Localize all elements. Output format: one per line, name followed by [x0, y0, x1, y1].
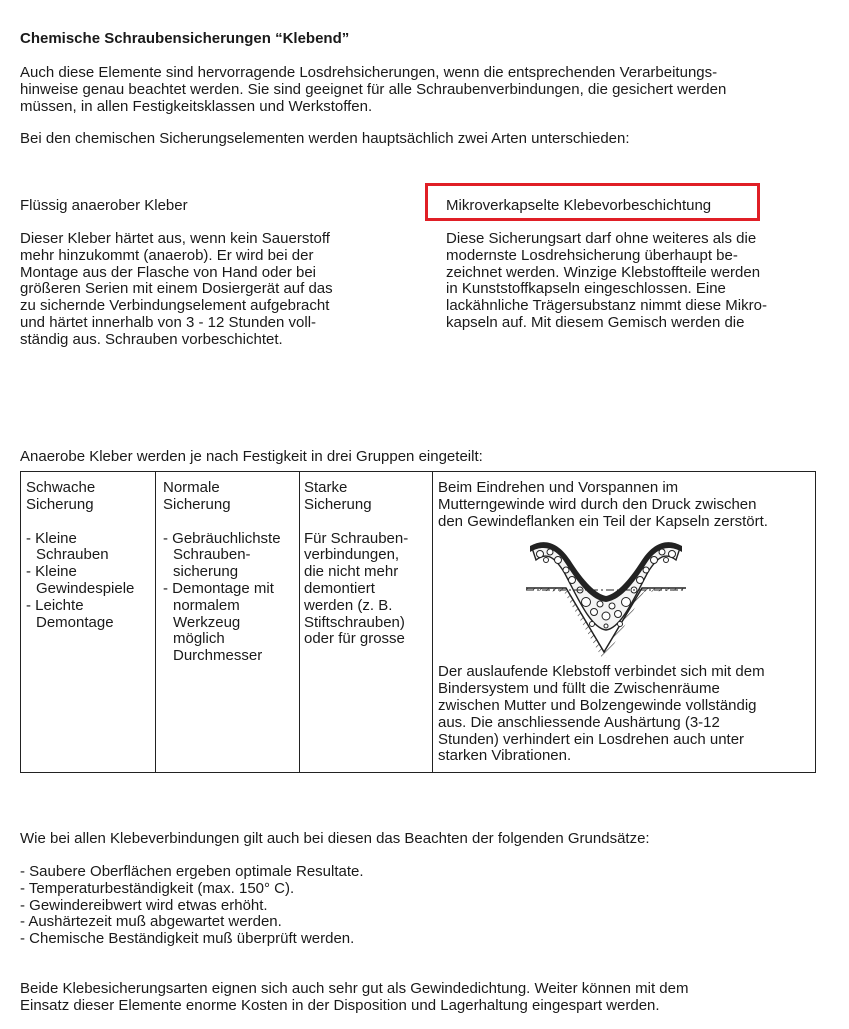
left-line: mehr hinzukommt (anaerob). Er wird bei der: [20, 246, 314, 264]
normal-item: normalem: [173, 596, 240, 614]
left-line: zu sichernde Verbindungselement aufgebracht: [20, 297, 330, 315]
weak-item: Gewindespiele: [36, 579, 135, 597]
thread-capsule-diagram-icon: [526, 540, 686, 658]
closing-line: Einsatz dieser Elemente enorme Kosten in der Disposition und Lagerhaltung eingespart werden.: [20, 996, 660, 1014]
normal-item: Schrauben-: [173, 546, 251, 564]
intro-line: hinweise genau beachtet werden. Sie sind geeignet für alle Schraubenverbindungen, die gesichert werden: [20, 80, 727, 98]
normal-item: Durchmesser: [173, 647, 263, 665]
list-item: - Gewindereibwert wird etwas erhöht.: [20, 896, 268, 914]
intro-line: müssen, in allen Festigkeitsklassen und Werkstoffen.: [20, 97, 373, 115]
left-column-heading: Flüssig anaerober Kleber: [20, 197, 188, 214]
left-column-text: [20, 231, 333, 349]
right-column-text: [446, 231, 767, 332]
capsule-top-line: den Gewindeflanken ein Teil der Kapseln zerstört.: [438, 512, 768, 530]
normal-item: Werkzeug: [173, 613, 241, 631]
normal-cell: [156, 472, 300, 773]
strong-line: oder für grosse: [304, 630, 405, 648]
normal-item: - Gebräuchlichste: [163, 529, 281, 547]
capsule-top-line: Mutterngewinde wird durch den Druck zwischen: [438, 495, 757, 513]
right-line: zeichnet werden. Winzige Klebstoffteile werden: [446, 263, 761, 281]
capsule-bottom-line: aus. Die anschliessende Aushärtung (3-12: [438, 713, 720, 731]
left-line: und härtet innerhalb von 3 - 12 Stunden voll-: [20, 313, 317, 331]
strong-heading: Starke: [304, 479, 348, 496]
closing-line: Beide Klebesicherungsarten eignen sich auch sehr gut als Gewindedichtung. Weiter können mit dem: [20, 980, 689, 997]
capsule-top-line: Beim Eindrehen und Vorspannen im: [438, 479, 679, 496]
list-item: - Aushärtezeit muß abgewartet werden.: [20, 913, 282, 931]
weak-heading: Schwache: [26, 479, 96, 496]
intro-paragraph: [20, 65, 726, 115]
strong-cell: [300, 472, 433, 773]
weak-item: Demontage: [36, 613, 114, 631]
capsule-cell: [433, 472, 816, 773]
right-line: lackähnliche Trägersubstanz nimmt diese Mikro-: [446, 297, 767, 315]
strong-line: die nicht mehr: [304, 563, 399, 581]
left-line: ständig aus. Schrauben vorbeschichtet.: [20, 330, 283, 348]
principles-intro: Wie bei allen Klebeverbindungen gilt auch bei diesen das Beachten der folgenden Grundsätze:: [20, 830, 650, 847]
capsule-bottom-line: Der auslaufende Klebstoff verbindet sich mit dem: [438, 663, 765, 681]
right-line: modernste Losdrehsicherung überhaupt be-: [446, 246, 738, 264]
normal-heading: Sicherung: [163, 495, 231, 513]
strong-line: werden (z. B.: [304, 596, 393, 614]
weak-item: - Kleine: [26, 563, 77, 581]
table-row: [21, 472, 816, 773]
right-column-heading: Mikroverkapselte Klebevorbeschichtung: [446, 197, 712, 214]
strong-line: verbindungen,: [304, 546, 400, 564]
types-intro: Bei den chemischen Sicherungselementen werden hauptsächlich zwei Arten unterschieden:: [20, 130, 630, 147]
strong-line: demontiert: [304, 579, 375, 597]
strong-heading: Sicherung: [304, 495, 372, 513]
page-title: Chemische Schraubensicherungen “Klebend”: [20, 30, 350, 47]
left-line: größeren Serien mit einem Dosiergerät auf das: [20, 280, 333, 298]
groups-intro: Anaerobe Kleber werden je nach Festigkeit in drei Gruppen eingeteilt:: [20, 448, 483, 465]
left-line: Dieser Kleber härtet aus, wenn kein Sauerstoff: [20, 230, 330, 247]
right-line: kapseln auf. Mit diesem Gemisch werden die: [446, 313, 745, 331]
groups-table: [20, 471, 816, 773]
list-item: - Temperaturbeständigkeit (max. 150° C).: [20, 879, 295, 897]
left-line: Montage aus der Flasche von Hand oder bei: [20, 263, 317, 281]
weak-item: - Kleine: [26, 529, 77, 547]
normal-item: möglich: [173, 630, 225, 648]
right-line: in Kunststoffkapseln eingeschlossen. Eine: [446, 280, 726, 298]
capsule-bottom-line: Bindersystem und füllt die Zwischenräume: [438, 680, 720, 698]
principles-list: [20, 864, 364, 948]
strong-line: Für Schrauben-: [304, 529, 409, 547]
weak-item: - Leichte: [26, 596, 84, 614]
normal-item: sicherung: [173, 563, 239, 581]
capsule-bottom-line: starken Vibrationen.: [438, 747, 572, 765]
intro-line: Auch diese Elemente sind hervorragende Losdrehsicherungen, wenn die entsprechenden Verarbeitungs-: [20, 64, 718, 81]
strong-line: Stiftschrauben): [304, 613, 405, 631]
weak-item: Schrauben: [36, 546, 109, 564]
list-item: - Saubere Oberflächen ergeben optimale Resultate.: [20, 863, 364, 880]
closing-paragraph: [20, 981, 688, 1015]
right-line: Diese Sicherungsart darf ohne weiteres als die: [446, 230, 757, 247]
normal-heading: Normale: [163, 479, 220, 496]
weak-heading: Sicherung: [26, 495, 94, 513]
weak-cell: [21, 472, 156, 773]
capsule-bottom-line: Stunden) verhindert ein Losdrehen auch unter: [438, 730, 745, 748]
normal-item: - Demontage mit: [163, 579, 274, 597]
capsule-bottom-line: zwischen Mutter und Bolzengewinde vollständig: [438, 696, 757, 714]
list-item: - Chemische Beständigkeit muß überprüft werden.: [20, 930, 355, 948]
